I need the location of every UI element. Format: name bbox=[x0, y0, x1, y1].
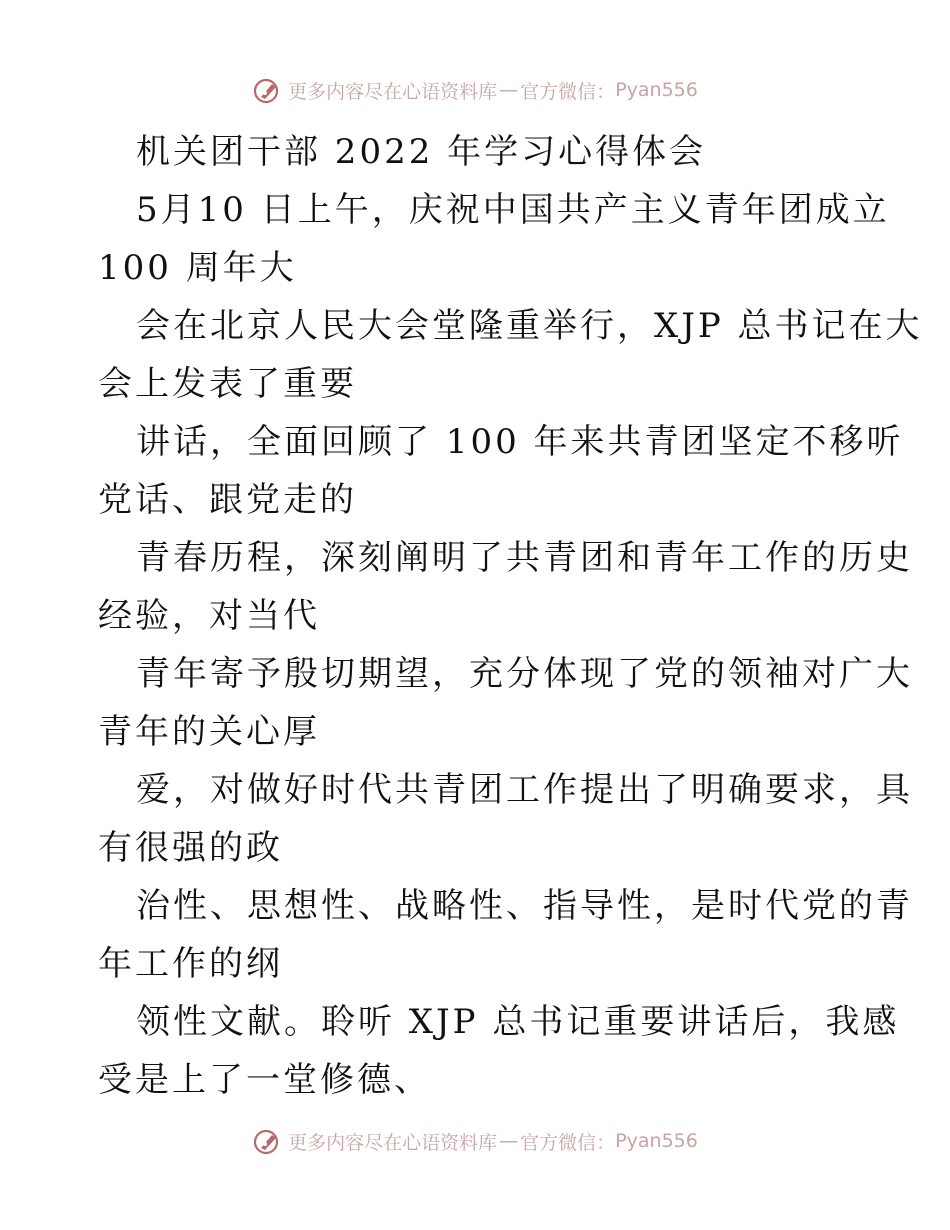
watermark-wechat-label: 官方微信： bbox=[520, 1131, 616, 1154]
paragraph-line: 青年的关心厚 bbox=[98, 712, 320, 752]
paragraph-line: 党话、跟党走的 bbox=[98, 480, 357, 520]
paragraph-line: 青年寄予殷切期望，充分体现了党的领袖对广大 bbox=[136, 654, 913, 694]
paragraph-line: 经验，对当代 bbox=[98, 596, 320, 636]
paragraph-line: 5月10 日上午，庆祝中国共产主义青年团成立 bbox=[136, 190, 890, 230]
paragraph-line: 青春历程，深刻阐明了共青团和青年工作的历史 bbox=[136, 538, 913, 578]
watermark-footer bbox=[0, 1123, 950, 1159]
document-body bbox=[98, 123, 923, 1109]
paragraph-line: 会上发表了重要 bbox=[98, 364, 357, 404]
watermark-wechat-id: Pyan556 bbox=[615, 79, 698, 101]
pen-nib-circle-icon bbox=[252, 75, 282, 105]
watermark-dash: — bbox=[499, 79, 519, 101]
watermark-main-text: 更多内容尽在心语资料库 bbox=[288, 80, 498, 103]
paragraph-line: 年工作的纲 bbox=[98, 944, 283, 984]
pen-nib-circle-icon bbox=[252, 1126, 282, 1156]
paragraph-line: 爱，对做好时代共青团工作提出了明确要求，具 bbox=[136, 770, 913, 810]
watermark-dash: — bbox=[499, 1130, 519, 1152]
watermark-header bbox=[0, 72, 950, 108]
document-title: 机关团干部 2022 年学习心得体会 bbox=[136, 132, 707, 172]
watermark-wechat-id: Pyan556 bbox=[615, 1130, 698, 1152]
paragraph-line: 会在北京人民大会堂隆重举行，XJP 总书记在大 bbox=[136, 306, 923, 346]
paragraph-line: 有很强的政 bbox=[98, 828, 283, 868]
paragraph-line: 受是上了一堂修德、 bbox=[98, 1060, 431, 1100]
paragraph-line: 治性、思想性、战略性、指导性，是时代党的青 bbox=[136, 886, 913, 926]
paragraph-line: 100 周年大 bbox=[98, 248, 297, 288]
paragraph-line: 讲话，全面回顾了 100 年来共青团坚定不移听 bbox=[136, 422, 904, 462]
paragraph-line: 领性文献。聆听 XJP 总书记重要讲话后，我感 bbox=[136, 1002, 900, 1042]
watermark-main-text: 更多内容尽在心语资料库 bbox=[288, 1131, 498, 1154]
watermark-wechat-label: 官方微信： bbox=[520, 80, 616, 103]
